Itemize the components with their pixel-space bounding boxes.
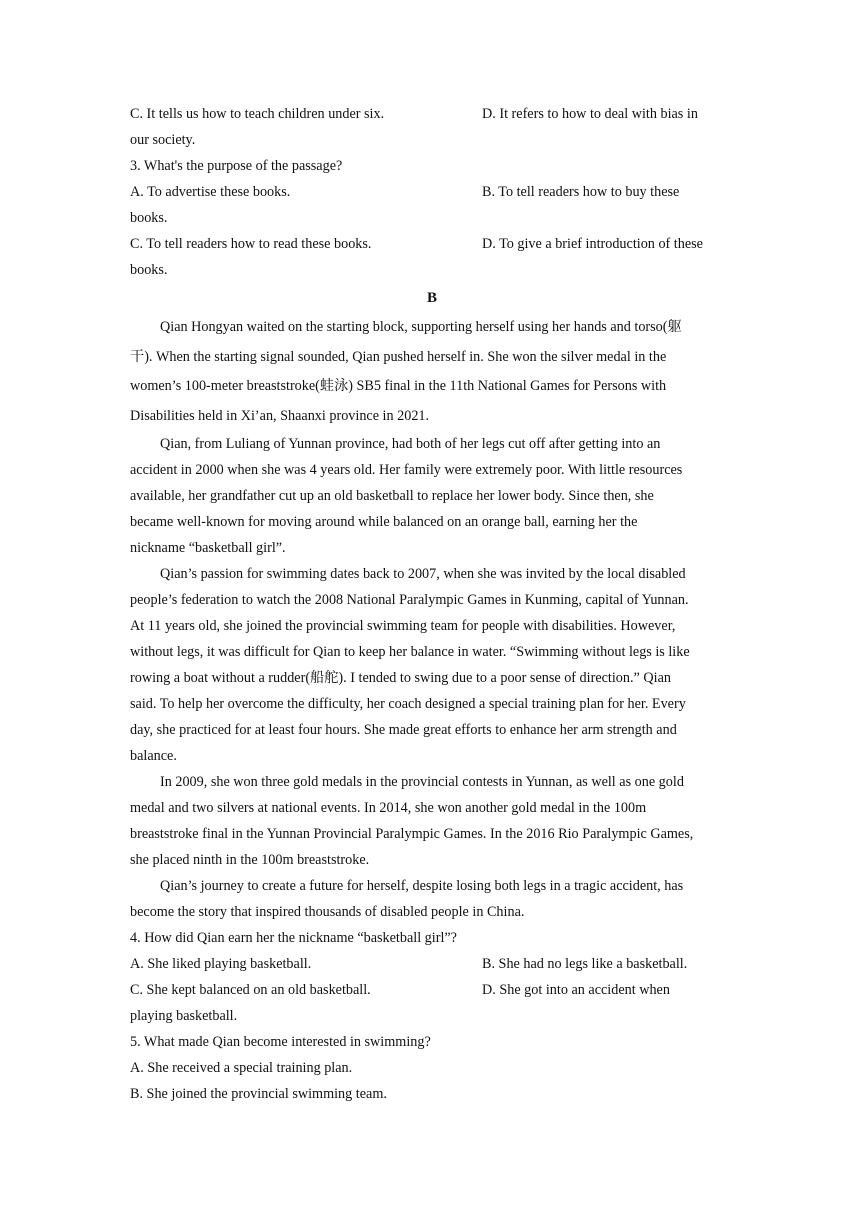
- passage-paragraph-2: [130, 431, 734, 561]
- q4-options-row-1: [130, 951, 734, 977]
- passage-line: Disabilities held in Xi’an, Shaanxi province in 2021.: [130, 407, 430, 424]
- passage-line: day, she practiced for at least four hours. She made great efforts to enhance her arm strength and: [130, 722, 677, 738]
- q2-option-c: C. It tells us how to teach children under six.: [130, 106, 385, 122]
- q5-option-a: A. She received a special training plan.: [130, 1060, 353, 1076]
- passage-line: rowing a boat without a rudder(船舵). I tended to swing due to a poor sense of direction.” Qian: [130, 670, 671, 686]
- passage-line: said. To help her overcome the difficulty, her coach designed a special training plan for her. Every: [130, 696, 686, 712]
- passage-line: available, her grandfather cut up an old basketball to replace her lower body. Since then, she: [130, 488, 654, 504]
- q3-option-c: C. To tell readers how to read these books.: [130, 236, 372, 252]
- passage-line: breaststroke final in the Yunnan Provincial Paralympic Games. In the 2016 Rio Paralympic Games,: [130, 826, 694, 842]
- q2-options-row: [130, 101, 734, 127]
- passage-paragraph-4: [130, 769, 734, 873]
- q3-option-b-continued: books.: [130, 210, 168, 226]
- q3-question: 3. What's the purpose of the passage?: [130, 158, 343, 174]
- q3-option-d-continued: books.: [130, 262, 168, 278]
- q4-question: 4. How did Qian earn her the nickname “basketball girl”?: [130, 930, 457, 946]
- section-heading: B: [426, 290, 437, 306]
- passage-line: Qian, from Luliang of Yunnan province, had both of her legs cut off after getting into an: [160, 436, 661, 452]
- passage-line: she placed ninth in the 100m breaststroke.: [130, 852, 370, 868]
- passage-paragraph-3: [130, 561, 734, 769]
- passage-line: women’s 100-meter breaststroke(蛙泳) SB5 final in the 11th National Games for Persons with: [130, 378, 667, 394]
- q3-option-b: B. To tell readers how to buy these: [482, 184, 680, 200]
- q2-option-d-continued: our society.: [130, 132, 196, 148]
- q4-option-b: B. She had no legs like a basketball.: [482, 956, 688, 972]
- passage-line: In 2009, she won three gold medals in the provincial contests in Yunnan, as well as one gold: [160, 774, 684, 790]
- passage-line: without legs, it was difficult for Qian to keep her balance in water. “Swimming without legs is like: [130, 644, 690, 660]
- q2-option-d: D. It refers to how to deal with bias in: [482, 106, 698, 122]
- q3-options-row-1: [130, 179, 734, 205]
- passage-line: medal and two silvers at national events. In 2014, she won another gold medal in the 100m: [130, 800, 647, 816]
- q3-option-a: A. To advertise these books.: [130, 184, 291, 200]
- passage-line: Qian’s journey to create a future for herself, despite losing both legs in a tragic accident, has: [160, 878, 684, 894]
- q5-option-b: B. She joined the provincial swimming team.: [130, 1086, 387, 1102]
- passage-line: Qian’s passion for swimming dates back to 2007, when she was invited by the local disabled: [160, 566, 686, 582]
- q4-option-d-continued: playing basketball.: [130, 1008, 238, 1024]
- q4-option-a: A. She liked playing basketball.: [130, 956, 312, 972]
- passage-line: Qian Hongyan waited on the starting block, supporting herself using her hands and torso(躯: [160, 319, 682, 335]
- passage-line: 干). When the starting signal sounded, Qian pushed herself in. She won the silver medal in the: [130, 348, 667, 365]
- passage-line: At 11 years old, she joined the provincial swimming team for people with disabilities. However,: [130, 618, 676, 634]
- passage-paragraph-5: [130, 873, 734, 925]
- passage-line: people’s federation to watch the 2008 National Paralympic Games in Kunming, capital of Yunnan.: [130, 592, 689, 608]
- passage-line: became well-known for moving around while balanced on an orange ball, earning her the: [130, 514, 638, 530]
- q4-options-row-2: [130, 977, 734, 1003]
- passage-paragraph-1: [130, 313, 734, 431]
- q4-option-d: D. She got into an accident when: [482, 982, 670, 998]
- q3-options-row-2: [130, 231, 734, 257]
- q4-option-c: C. She kept balanced on an old basketball.: [130, 982, 371, 998]
- passage-line: nickname “basketball girl”.: [130, 540, 286, 556]
- q3-option-d: D. To give a brief introduction of these: [482, 236, 703, 252]
- document-page: [130, 101, 734, 1107]
- passage-line: balance.: [130, 748, 177, 764]
- passage-line: accident in 2000 when she was 4 years old. Her family were extremely poor. With little resources: [130, 462, 683, 478]
- passage-line: become the story that inspired thousands of disabled people in China.: [130, 904, 525, 920]
- q5-question: 5. What made Qian become interested in swimming?: [130, 1034, 431, 1050]
